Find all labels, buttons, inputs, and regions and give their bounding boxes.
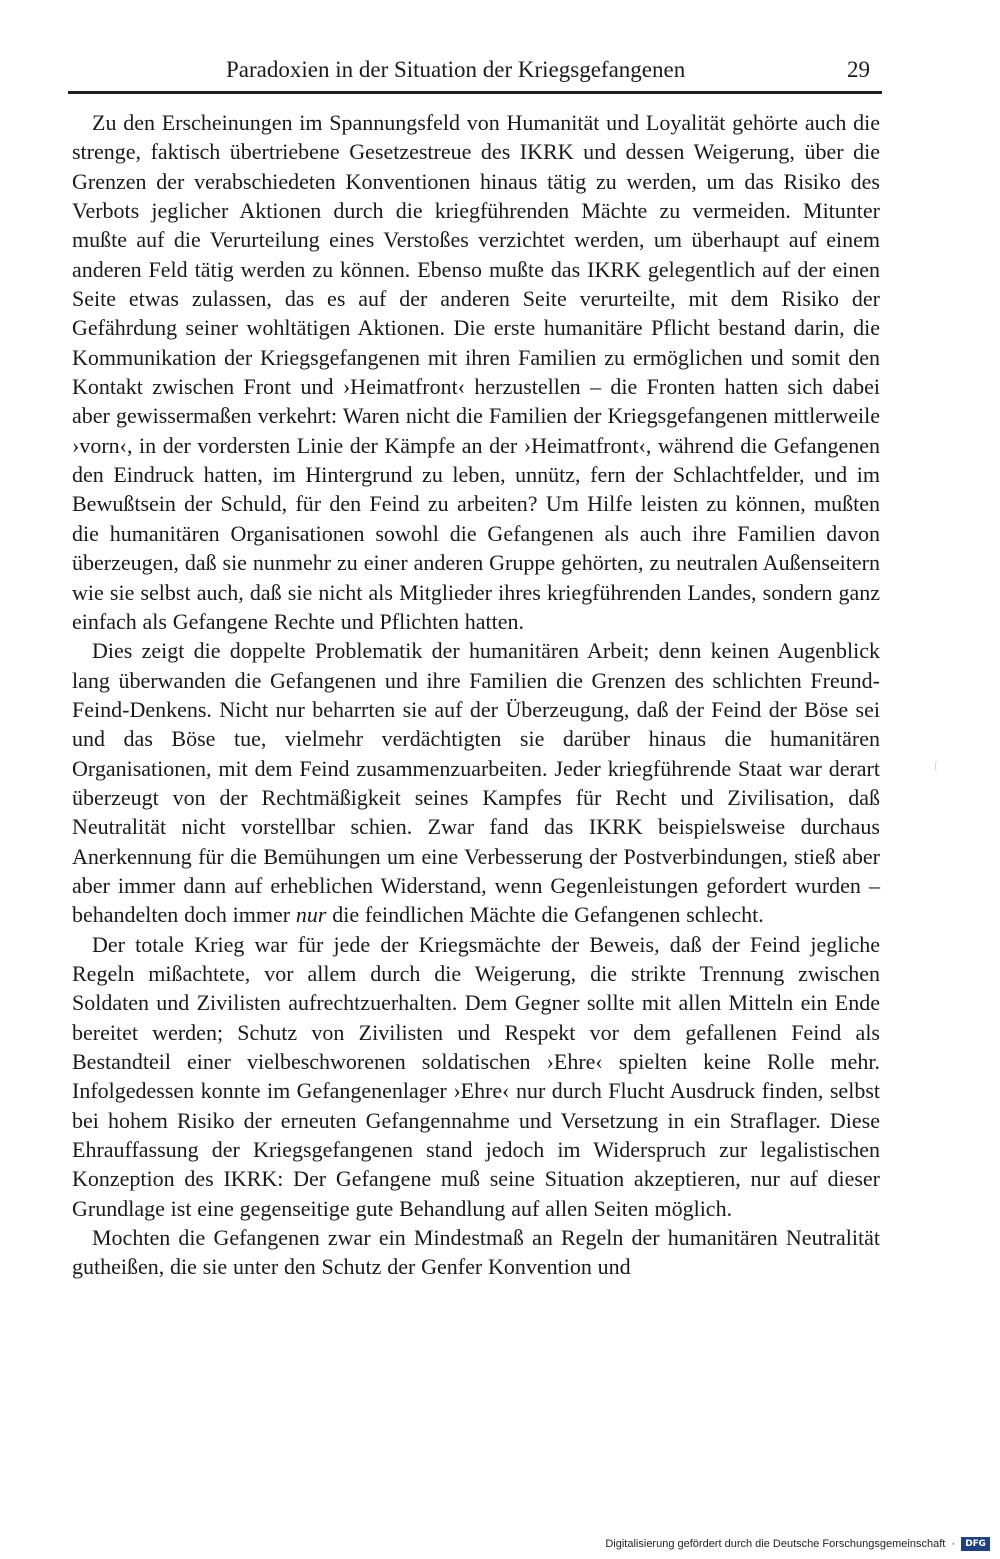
paragraph-2: [72, 636, 880, 929]
digitization-note: Digitalisierung gefördert durch die Deutsche Forschungsgemeinschaft: [605, 1538, 946, 1550]
paragraph-3: Der totale Krieg war für jede der Kriegsmächte der Beweis, daß der Feind jegliche Regeln mißachtete, vor allem durch die Weigerung, die strikte Trennung zwischen Soldaten und Zivilisten aufrechtzuerhalten. Dem Gegner sollte mit allen Mitteln ein Ende bereitet werden; Schutz von Zivilisten und Respekt vor dem gefallenen Feind als Bestandteil einer vielbeschworenen soldatischen ›Ehre‹ spielten keine Rolle mehr. Infolgedessen konnte im Gefangenenlager ›Ehre‹ nur durch Flucht Ausdruck finden, selbst bei hohem Risiko der erneuten Gefangennahme und Versetzung in ein Straflager. Diese Ehrauffassung der Kriegsgefangenen stand jedoch im Widerspruch zur legalistischen Konzeption des IKRK: Der Gefangene muß seine Situation akzeptieren, nur auf dieser Grundlage ist eine gegenseitige gute Behandlung auf allen Seiten möglich.: [72, 931, 880, 1221]
paragraph-2-text-after-italic: die feindlichen Mächte die Gefangenen schlecht.: [326, 902, 764, 928]
dfg-logo: DFG: [961, 1537, 990, 1551]
main-text: [72, 108, 880, 1282]
running-header: [68, 54, 880, 84]
page-number: 29: [847, 57, 870, 82]
header-rule: [68, 91, 882, 94]
running-title: Paradoxien in der Situation der Kriegsgefangenen: [226, 57, 686, 82]
paragraph-2-text-before-italic: Dies zeigt die doppelte Problematik der humanitären Arbeit; denn keinen Augenblick lang überwanden die Gefangenen und ihre Familien die Grenzen des schlichten Freund-Feind-Denkens. Nicht nur beharrten sie auf der Überzeugung, daß der Feind der Böse sei und das Böse tue, vielmehr verdächtigten sie darüber hinaus die humanitären Organisationen, mit dem Feind zusammenzuarbeiten. Jeder kriegführende Staat war derart überzeugt von der Rechtmäßigkeit seines Kampfes für Recht und Zivilisation, daß Neutralität nicht vorstellbar schien. Zwar fand das IKRK beispielsweise durchaus Anerkennung für die Bemühungen um eine Verbesserung der Postverbindungen, stieß aber aber immer dann auf erheblichen Widerstand, wenn Gegenleistungen gefordert wurden – behandelten doch immer: [72, 638, 880, 928]
paragraph-4: Mochten die Gefangenen zwar ein Mindestmaß an Regeln der humanitären Neutralität gutheißen, die sie unter den Schutz der Genfer Konvention und: [72, 1225, 880, 1280]
digitization-footer: [605, 1537, 990, 1551]
footer-separator: ·: [951, 1538, 955, 1550]
scan-mark: [935, 760, 939, 772]
italic-emphasis: nur: [295, 902, 327, 928]
paragraph-1: Zu den Erscheinungen im Spannungsfeld von Humanität und Loyalität gehörte auch die strenge, faktisch übertriebene Gesetzestreue des IKRK und dessen Weigerung, über die Grenzen der verabschiedeten Konventionen hinaus tätig zu werden, um das Risiko des Verbots jeglicher Aktionen durch die kriegführenden Mächte zu vermeiden. Mitunter mußte auf die Verurteilung eines Verstoßes verzichtet werden, um überhaupt auf einem anderen Feld tätig werden zu können. Ebenso mußte das IKRK gelegentlich auf der einen Seite etwas zulassen, das es auf der anderen Seite verurteilte, mit dem Risiko der Gefährdung seiner wohltätigen Aktionen. Die erste humanitäre Pflicht bestand darin, die Kommunikation der Kriegsgefangenen mit ihren Familien zu ermöglichen und somit den Kontakt zwischen Front und ›Heimatfront‹ herzustellen – die Fronten hatten sich dabei aber gewissermaßen verkehrt: Waren nicht die Familien der Kriegsgefangenen mittlerweile ›vorn‹, in der vordersten Linie der Kämpfe an der ›Heimatfront‹, während die Gefangenen den Eindruck hatten, im Hintergrund zu leben, unnütz, fern der Schlachtfelder, und im Bewußtsein der Schuld, für den Feind zu arbeiten? Um Hilfe leisten zu können, mußten die humanitären Organisationen sowohl die Gefangenen als auch ihre Familien davon überzeugen, daß sie nunmehr zu einer anderen Gruppe gehörten, zu neutralen Außenseitern wie sie selbst auch, daß sie nicht als Mitglieder ihres kriegführenden Landes, sondern ganz einfach als Gefangene Rechte und Pflichten hatten.: [72, 110, 880, 634]
